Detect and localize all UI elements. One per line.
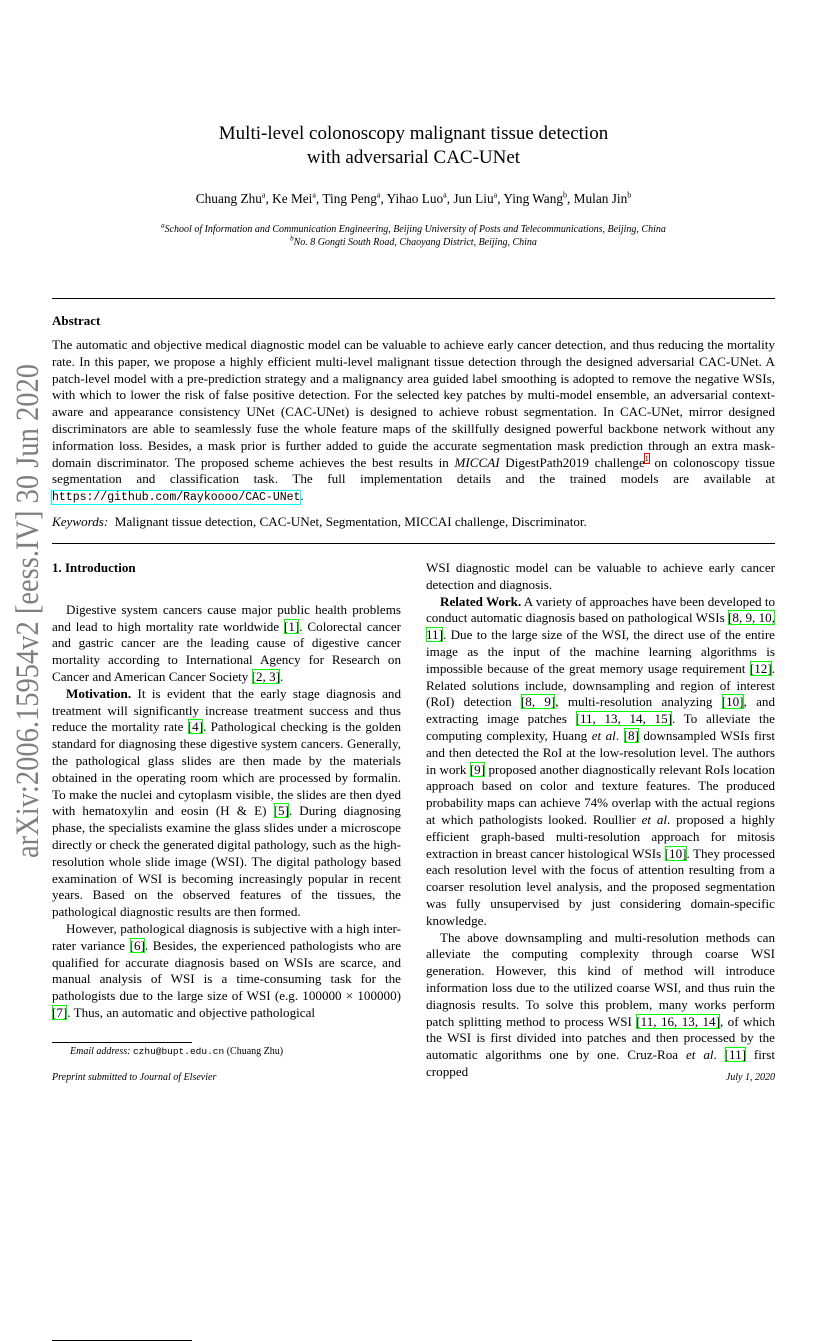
citation-link[interactable]: [8]: [623, 727, 639, 743]
citation-link[interactable]: [9]: [469, 761, 486, 777]
citation-link[interactable]: [4]: [187, 719, 204, 735]
paragraph: However, pathological diagnosis is subjective with a high inter-rater variance [6]. Besides, the experienced pathologists who are qualified for accurate diagnosis based on WSIs are scarce, and manual analysis of WSI is a time-consuming task for the pathologists due to the large size of WSI (e.g. 100000 × 100000) [7]. Thus, an automatic and objective pathological: [52, 920, 402, 1020]
paragraph: Motivation. It is evident that the early stage diagnosis and treatment will significantly increase treatment success and thus reduce the mortality rate [4]. Pathological checking is the golden standard for diagnosing these digestive system cancers. Generally, the pathological glass slides are then made by the materials obtained in the operating room which are processed by formalin. To make the nuclei and cytoplasm visible, the slides are then dyed with hematoxylin and eosin (H & E) [5]. During diagnosing phase, the specialists examine the glass slides under a microscope directly or check the generated digital pathology, such as the high-resolution whole slide image (WSI). The digital pathology based examination of WSI is becoming increasingly popular in recent years. Based on the observed features of the tissues, the pathological diagnostic results are then formed.: [52, 685, 401, 920]
citation-link[interactable]: [5]: [273, 803, 289, 819]
author: Mulan Jin$^b$: [573, 190, 632, 206]
page-bottom: [52, 1045, 401, 1165]
footnote-separator: [52, 1042, 192, 1043]
title-line-2: with adversarial CAC-UNet: [306, 147, 521, 168]
github-link[interactable]: https://github.com/Raykoooo/CAC-UNet: [52, 491, 301, 505]
citation-link[interactable]: [6]: [129, 937, 145, 953]
affiliation-b: $^b$No. 8 Gongti South Road, Chaoyang District, Beijing, China: [290, 234, 537, 248]
abstract-heading: Abstract: [52, 313, 101, 328]
keywords-label: Keywords:: [52, 514, 109, 529]
paper-title: [0, 122, 827, 170]
citation-link[interactable]: [12]: [749, 660, 772, 676]
citation-link[interactable]: [1]: [283, 618, 300, 634]
footnote: [52, 1046, 401, 1057]
citation-link[interactable]: [11, 16, 13, 14]: [636, 1013, 720, 1029]
citation-link[interactable]: [8, 9, 10, 11]: [426, 610, 775, 643]
citation-link[interactable]: [7]: [52, 1004, 68, 1020]
citation-link[interactable]: [10]: [721, 694, 744, 710]
keywords: [52, 514, 587, 530]
affiliation-a: $^a$School of Information and Communication Engineering, Beijing University of Posts and Telecommunications, Beijing, China: [161, 221, 666, 235]
author-list: Chuang Zhu$^a$, Ke Mei$^a$, Ting Peng$^a$, Yihao Luo$^a$, Jun Liu$^a$, Ying Wang$^b$, Mulan Jin$^b$: [195, 190, 632, 206]
keywords-text: Malignant tissue detection, CAC-UNet, Segmentation, MICCAI challenge, Discriminator.: [114, 514, 587, 529]
footer-journal: Preprint submitted to Journal of Elsevier: [52, 1072, 217, 1083]
author: Jun Liu$^a$: [453, 190, 498, 206]
left-column: [52, 560, 401, 1022]
author: Ting Peng$^a$: [322, 190, 381, 206]
footnote-label: Email address:: [70, 1046, 131, 1057]
citation-link[interactable]: [10]: [664, 845, 687, 861]
author: Ying Wang$^b$: [503, 190, 567, 206]
title-line-1: Multi-level colonoscopy malignant tissue detection: [218, 123, 609, 144]
mid-rule: [52, 543, 775, 544]
paragraph: Digestive system cancers cause major public health problems and lead to high mortality rate worldwide [1]. Colorectal cancer and gastric cancer are the leading cause of digestive cancer mortality according to International Agency for Research on Cancer and American Cancer Society [2, 3].: [52, 601, 401, 684]
arxiv-stamp: [2, 360, 46, 860]
paragraph: Related Work. A variety of approaches have been developed to conduct automatic diagnosis based on pathological WSIs [8, 9, 10, 11]. Due to the large size of the WSI, the direct use of the entire image as the input of the machine learning algorithms is impossible because of the great memory usage requirement [12]. Related solutions include, downsampling and region of interest (RoI) detection [8, 9], multi-resolution analyzing [10], and extracting image patches [11, 13, 14, 15]. To alleviate the computing complexity, Huang et al. [8] downsampled WSIs first and then detected the RoI at the low-resolution level. The authors in work [9] proposed another diagnostically relevant RoIs location approach based on color and texture features. The produced probability maps can achieve 74% overlap with the actual regions at which pathologists looked. Roullier et al. proposed a highly efficient graph-based multi-resolution approach for mitosis extraction in breast cancer histological WSIs [10]. They processed each resolution level with the focus of attention resulting from a coarser resolution level analysis, and the proposed segmentation was fully unsupervised by just considering domain-specific knowledge.: [426, 593, 776, 928]
footnote-email[interactable]: czhu@bupt.edu.cn: [132, 1046, 225, 1057]
top-rule: [52, 298, 775, 299]
right-column: [426, 560, 775, 1081]
citation-link[interactable]: [11]: [724, 1047, 747, 1063]
author: Yihao Luo$^a$: [386, 190, 447, 206]
citation-link[interactable]: [2, 3]: [251, 668, 280, 684]
author: Chuang Zhu$^a$: [195, 190, 266, 206]
arxiv-stamp-text: arXiv:2006.15954v2 [eess.IV] 30 Jun 2020: [10, 360, 46, 858]
citation-link[interactable]: [8, 9]: [520, 694, 556, 710]
footnote-name: (Chuang Zhu): [226, 1046, 284, 1057]
citation-link[interactable]: [11, 13, 14, 15]: [575, 711, 672, 727]
footnote-link[interactable]: 1: [644, 454, 649, 464]
paragraph: WSI diagnostic model can be valuable to achieve early cancer detection and diagnosis.: [426, 560, 775, 592]
paragraph: The above downsampling and multi-resolution methods can alleviate the computing complexity through coarse WSI generation. However, this kind of method will introduce information loss due to the utilized coarse WSI, and thus ruin the diagnosis results. To solve this problem, many works perform patch splitting method to process WSI [11, 16, 13, 14], of which the WSI is first divided into patches and then processed by the automatic algorithms one by one. Cruz-Roa et al. [11] first cropped: [426, 929, 775, 1079]
footer-date: July 1, 2020: [725, 1072, 775, 1083]
abstract-body: The automatic and objective medical diagnostic model can be valuable to achieve early cancer detection, and thus reducing the mortality rate. In this paper, we propose a highly efficient multi-level malignant tissue detection through the designed adversarial CAC-UNet. A patch-level model with a pre-prediction strategy and a malignancy area guided label smoothing is adopted to remove the negative WSIs, with which to lower the risk of false positive detection. For the selected key patches by multi-model ensemble, an adversarial context-aware and appearance consistency UNet (CAC-UNet) is designed to achieve robust segmentation. In CAC-UNet, mirror designed discriminators are able to seamlessly fuse the whole feature maps of the skillfully designed powerful backbone network without any information loss. Besides, a mask prior is further added to guide the accurate segmentation mask prediction through an extra mask-domain discriminator. The proposed scheme achieves the best results in MICCAI DigestPath2019 challenge$^1$ on colonoscopy tissue segmentation and classification task. The full implementation details and the trained models are available at https://github.com/Raykoooo/CAC-UNet.: [52, 337, 775, 505]
author: Ke Mei$^a$: [272, 190, 316, 206]
section-heading-introduction: 1. Introduction: [52, 560, 136, 575]
